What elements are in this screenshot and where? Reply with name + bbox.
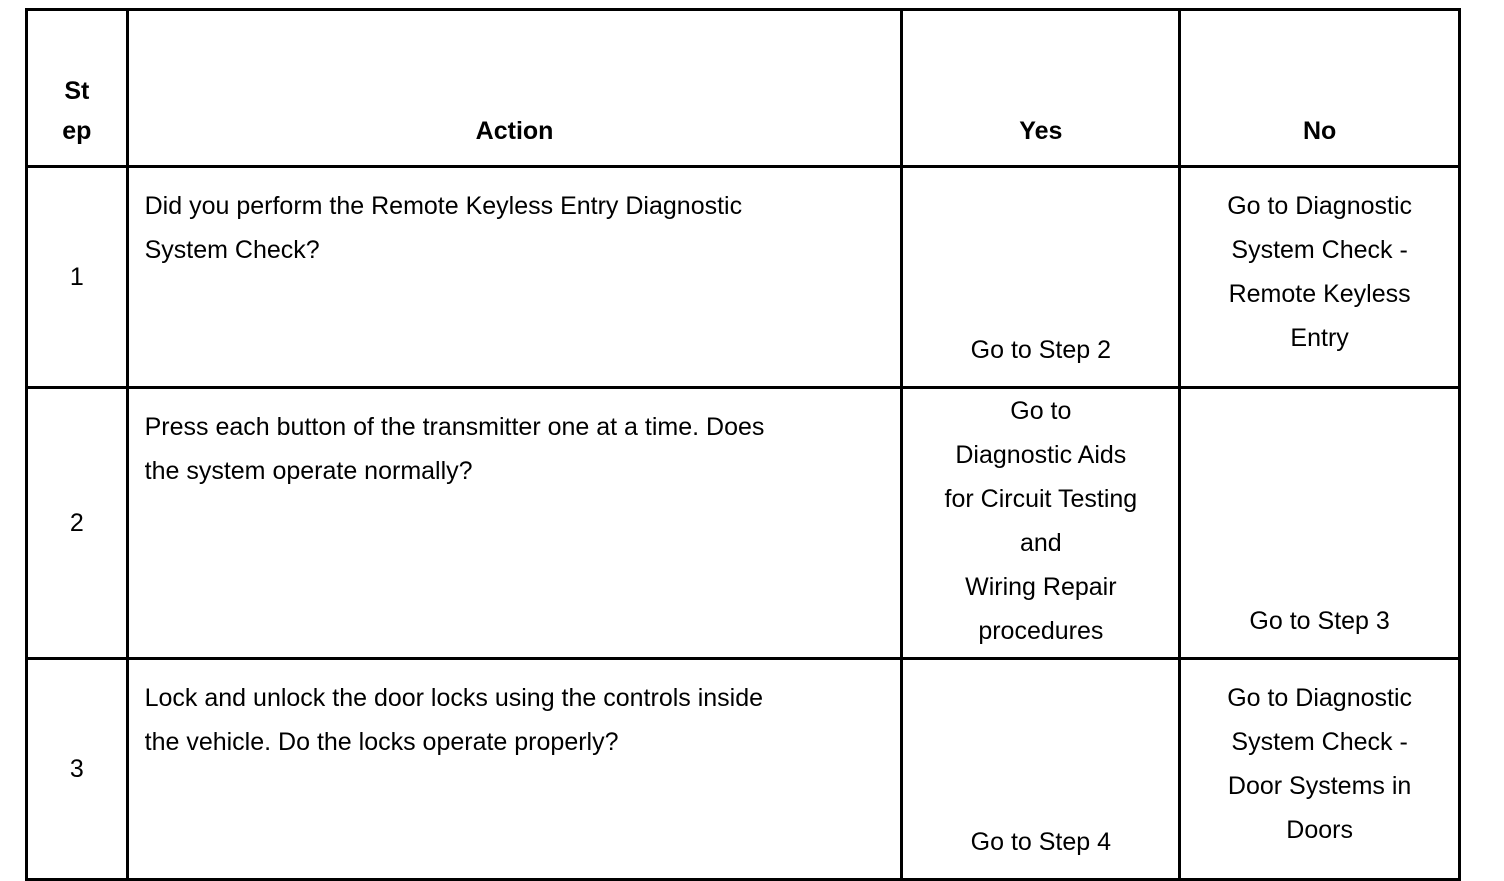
no-text: Go to Step 3: [1249, 607, 1390, 635]
yes-text: for Circuit Testing: [944, 485, 1138, 513]
action-text: System Check?: [144, 236, 320, 264]
yes-text: Diagnostic Aids: [955, 441, 1127, 469]
no-text: Remote Keyless: [1228, 280, 1411, 308]
no-text: Go to Diagnostic: [1227, 192, 1413, 220]
yes-text: Go to Step 2: [970, 336, 1112, 364]
header-action: Action: [127, 10, 902, 167]
yes-text: Wiring Repair: [965, 573, 1117, 601]
step-number: 3: [27, 659, 128, 880]
action-cell: [127, 388, 902, 659]
yes-cell: [902, 659, 1180, 880]
yes-text: procedures: [978, 617, 1104, 645]
yes-text: Go to Step 4: [970, 828, 1112, 856]
action-text: Lock and unlock the door locks using the controls inside: [144, 684, 764, 712]
no-text: Go to Diagnostic: [1227, 684, 1413, 712]
yes-text: Go to: [1010, 397, 1072, 425]
action-cell: [127, 167, 902, 388]
no-text: Doors: [1286, 816, 1353, 844]
no-text: System Check -: [1231, 728, 1408, 756]
no-cell: [1180, 167, 1460, 388]
header-step-line2: ep: [62, 117, 92, 145]
header-no: No: [1180, 10, 1460, 167]
no-text: System Check -: [1231, 236, 1408, 264]
action-cell: [127, 659, 902, 880]
step-number: 2: [27, 388, 128, 659]
no-text: Door Systems in: [1227, 772, 1412, 800]
table-header-row: [27, 10, 1460, 167]
action-text: the system operate normally?: [144, 457, 473, 485]
no-cell: [1180, 659, 1460, 880]
header-step: [27, 10, 128, 167]
action-text: Press each button of the transmitter one at a time. Does: [144, 413, 765, 441]
yes-cell: [902, 388, 1180, 659]
no-text: Entry: [1290, 324, 1349, 352]
table-row: [27, 167, 1460, 388]
header-yes: Yes: [902, 10, 1180, 167]
diagnostic-table: [25, 8, 1461, 881]
step-number: 1: [27, 167, 128, 388]
yes-cell: [902, 167, 1180, 388]
no-cell: [1180, 388, 1460, 659]
header-step-line1: St: [64, 77, 90, 105]
yes-text: and: [1019, 529, 1062, 557]
table-row: [27, 388, 1460, 659]
action-text: Did you perform the Remote Keyless Entry Diagnostic: [144, 192, 743, 220]
table-row: [27, 659, 1460, 880]
action-text: the vehicle. Do the locks operate properly?: [144, 728, 619, 756]
